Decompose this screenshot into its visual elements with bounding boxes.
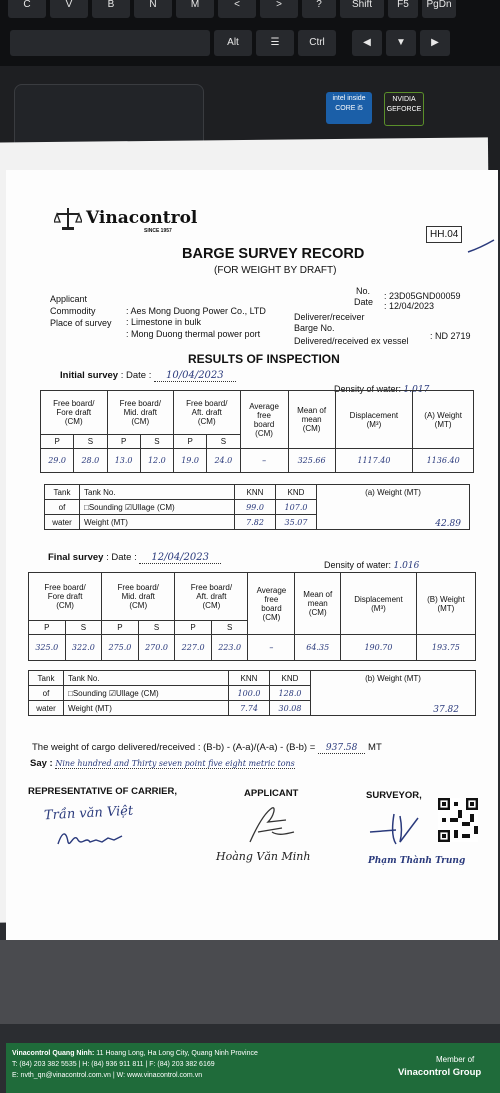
date-label: Date — [354, 297, 374, 307]
background-surface — [0, 940, 500, 1024]
initial-value-cell: 13.0 — [107, 449, 140, 473]
sounding-option: □Sounding — [68, 688, 107, 698]
ps-cell: P — [175, 621, 212, 635]
final-value-cell: 227.0 — [175, 635, 212, 661]
final-weight-2: 30.08 — [270, 701, 311, 716]
place-value: : Mong Duong thermal power port — [126, 329, 261, 339]
tank-of-label: of — [29, 686, 64, 701]
initial-mean-header: Mean of mean (CM) — [288, 391, 335, 449]
footer-address-line — [12, 1050, 258, 1057]
surveyor-name: Phạm Thành Trung — [368, 856, 466, 866]
nvidia-sticker: NVIDIA GEFORCE — [384, 92, 424, 126]
key-shift: Shift — [340, 0, 384, 18]
initial-density-label: Density of water: — [334, 384, 402, 394]
initial-density-value: 1.017 — [403, 385, 430, 395]
ps-cell: P — [102, 621, 139, 635]
footer-office: Vinacontrol Quang Ninh: — [12, 1050, 95, 1057]
cargo-weight-label: The weight of cargo delivered/received : (B-b) - (A-a)/(A-a) - (B-b) = — [32, 742, 316, 753]
initial-value-cell: 19.0 — [174, 449, 207, 473]
final-value-cell: 193.75 — [416, 635, 475, 661]
tank-weight-label: Weight (MT) — [80, 515, 235, 530]
cargo-weight-line — [32, 742, 382, 753]
key-v: V — [50, 0, 88, 18]
final-value-cell: 275.0 — [102, 635, 139, 661]
carrier-signature-scribble — [56, 826, 136, 850]
tick-mark-icon — [466, 238, 496, 258]
barge-label: Barge No. — [294, 323, 335, 333]
key-alt: Alt — [214, 30, 252, 56]
document-subtitle: (FOR WEIGHT BY DRAFT) — [214, 265, 337, 276]
ps-cell: S — [138, 621, 175, 635]
initial-avg-header: Average free board (CM) — [240, 391, 288, 449]
final-ullage-2: 128.0 — [270, 686, 311, 701]
applicant-value: : Aes Mong Duong Power Co., LTD — [126, 306, 266, 316]
barge-value: : ND 2719 — [430, 331, 471, 341]
document-footer — [6, 1043, 500, 1093]
key-f5: F5 — [388, 0, 418, 18]
initial-value-cell: 1117.40 — [335, 449, 413, 473]
initial-value-cell: 28.0 — [74, 449, 107, 473]
surveyor-signature — [366, 808, 426, 848]
tank-col1: KNN — [229, 671, 270, 686]
cargo-weight-value: 937.58 — [318, 743, 366, 754]
deliverer-label: Deliverer/receiver — [294, 312, 365, 322]
initial-weight-header: (A) Weight (MT) — [413, 391, 474, 449]
ps-cell: S — [65, 621, 102, 635]
footer-member-group: Vinacontrol Group — [398, 1067, 482, 1078]
carrier-signature: Trần văn Việt — [43, 803, 134, 824]
ps-cell: S — [211, 621, 248, 635]
initial-draft-table — [40, 390, 474, 473]
initial-value-cell: 24.0 — [207, 449, 240, 473]
document-title: BARGE SURVEY RECORD — [182, 246, 365, 262]
initial-aft-header: Free board/ Aft. draft (CM) — [174, 391, 241, 435]
results-title: RESULTS OF INSPECTION — [188, 352, 340, 366]
final-density — [324, 560, 419, 571]
key-b: B — [92, 0, 130, 18]
final-mean-header: Mean of mean (CM) — [295, 573, 341, 635]
footer-member-label: Member of — [436, 1055, 475, 1064]
final-date-label: : Date : — [106, 552, 137, 563]
no-value: : 23D05GND00059 — [384, 291, 461, 301]
initial-result-cell — [317, 485, 470, 530]
applicant-signature — [242, 802, 302, 846]
key-n: N — [134, 0, 172, 18]
initial-result-value: 42.89 — [435, 519, 461, 529]
cargo-weight-unit: MT — [368, 742, 382, 753]
tank-weight-label: Weight (MT) — [64, 701, 229, 716]
commodity-label: Commodity — [50, 306, 96, 316]
final-result-label: (b) Weight (MT) — [365, 674, 421, 683]
no-label: No. — [356, 286, 371, 296]
tank-col1: KNN — [235, 485, 276, 500]
initial-value-cell: 325.66 — [288, 449, 335, 473]
survey-document — [6, 170, 498, 1079]
final-tank-table — [28, 670, 476, 716]
vinacontrol-logo — [54, 206, 82, 237]
tank-col2: KND — [270, 671, 311, 686]
date-value: : 12/04/2023 — [384, 301, 435, 311]
initial-result-label: (a) Weight (MT) — [365, 488, 421, 497]
applicant-heading: APPLICANT — [244, 788, 299, 799]
initial-disp-header: Displacement (M³) — [335, 391, 413, 449]
key-slash: ? — [302, 0, 336, 18]
tank-water-label: water — [45, 515, 80, 530]
tank-col2: KND — [276, 485, 317, 500]
final-value-cell: 270.0 — [138, 635, 175, 661]
final-disp-header: Displacement (M³) — [341, 573, 417, 635]
ps-cell: S — [140, 435, 173, 449]
key-period: > — [260, 0, 298, 18]
surveyor-heading: SURVEYOR, — [366, 790, 422, 801]
final-value-cell: 223.0 — [211, 635, 248, 661]
final-density-label: Density of water: — [324, 560, 392, 570]
applicant-label: Applicant — [50, 294, 88, 304]
key-m: M — [176, 0, 214, 18]
key-pgdn: PgDn — [422, 0, 456, 18]
initial-fore-header: Free board/ Fore draft (CM) — [41, 391, 108, 435]
applicant-name: Hoàng Văn Minh — [216, 850, 311, 863]
initial-survey-label: Initial survey — [60, 370, 119, 381]
initial-value-cell: – — [240, 449, 288, 473]
tank-no-label: Tank No. — [64, 671, 229, 686]
final-value-cell: 325.0 — [29, 635, 66, 661]
initial-mid-header: Free board/ Mid. draft (CM) — [107, 391, 174, 435]
initial-date-value: 10/04/2023 — [154, 370, 236, 382]
ps-cell: P — [29, 621, 66, 635]
ps-cell: S — [74, 435, 107, 449]
initial-value-cell: 12.0 — [140, 449, 173, 473]
final-density-value: 1.016 — [393, 561, 420, 571]
initial-value-cell: 29.0 — [41, 449, 74, 473]
final-value-cell: – — [248, 635, 295, 661]
carrier-heading: REPRESENTATIVE OF CARRIER, — [28, 786, 178, 797]
final-result-value: 37.82 — [433, 705, 459, 715]
final-weight-1: 7.74 — [229, 701, 270, 716]
final-avg-header: Average free board (CM) — [248, 573, 295, 635]
ps-cell: P — [174, 435, 207, 449]
final-weight-header: (B) Weight (MT) — [416, 573, 475, 635]
final-survey-label: Final survey — [48, 552, 104, 563]
tank-no-label: Tank No. — [80, 485, 235, 500]
final-fore-header: Free board/ Fore draft (CM) — [29, 573, 102, 621]
initial-ullage-2: 107.0 — [276, 500, 317, 515]
cargo-say-label: Say : — [30, 758, 53, 769]
final-survey-line — [48, 552, 221, 563]
intel-sticker: intel inside CORE i5 — [326, 92, 372, 124]
key-down: ▼ — [386, 30, 416, 56]
final-aft-header: Free board/ Aft. draft (CM) — [175, 573, 248, 621]
ullage-option: ☑Ullage (CM) — [108, 688, 159, 698]
key-menu: ☰ — [256, 30, 294, 56]
final-draft-table — [28, 572, 476, 661]
key-c: C — [8, 0, 46, 18]
key-ctrl: Ctrl — [298, 30, 336, 56]
commodity-value: : Limestone in bulk — [126, 317, 202, 327]
tank-water-label: water — [29, 701, 64, 716]
company-name: Vinacontrol — [86, 208, 198, 228]
ps-cell: S — [207, 435, 240, 449]
final-value-cell: 322.0 — [65, 635, 102, 661]
initial-survey-line — [60, 370, 236, 381]
final-value-cell: 64.35 — [295, 635, 341, 661]
company-since: SINCE 1957 — [144, 228, 172, 234]
key-right: ▶ — [420, 30, 450, 56]
final-date-value: 12/04/2023 — [139, 552, 221, 564]
tank-label: Tank — [45, 485, 80, 500]
scales-logo-icon — [54, 206, 82, 232]
initial-weight-2: 35.07 — [276, 515, 317, 530]
footer-address: 11 Hoang Long, Ha Long City, Quang Ninh Province — [94, 1050, 258, 1057]
place-label: Place of survey — [50, 318, 112, 328]
initial-weight-1: 7.82 — [235, 515, 276, 530]
initial-value-cell: 1136.40 — [413, 449, 474, 473]
key-left: ◀ — [352, 30, 382, 56]
form-code-box: HH.04 — [426, 226, 462, 243]
delivered-label: Delivered/received ex vessel — [294, 336, 409, 346]
cargo-say-line — [30, 758, 295, 769]
initial-date-label: : Date : — [120, 370, 152, 381]
footer-email: E: nvth_qn@vinacontrol.com.vn | W: www.vinacontrol.com.vn — [12, 1072, 203, 1079]
key-comma: < — [218, 0, 256, 18]
final-result-cell — [311, 671, 476, 716]
key-space — [10, 30, 210, 56]
final-value-cell: 190.70 — [341, 635, 417, 661]
qr-code-icon — [438, 798, 478, 842]
tank-of-label: of — [45, 500, 80, 515]
footer-phones: T: (84) 203 382 5535 | H: (84) 936 911 811 | F: (84) 203 382 6169 — [12, 1061, 215, 1068]
final-mid-header: Free board/ Mid. draft (CM) — [102, 573, 175, 621]
ullage-option: ☑Ullage (CM) — [124, 502, 175, 512]
initial-tank-table — [44, 484, 470, 530]
tank-mode-cell — [80, 500, 235, 515]
keyboard — [0, 0, 500, 66]
cargo-say-value: Nine hundred and Thirty seven point five eight metric tons — [55, 759, 295, 768]
final-ullage-1: 100.0 — [229, 686, 270, 701]
sounding-option: □Sounding — [84, 502, 123, 512]
tank-mode-cell — [64, 686, 229, 701]
ps-cell: P — [41, 435, 74, 449]
tank-label: Tank — [29, 671, 64, 686]
initial-ullage-1: 99.0 — [235, 500, 276, 515]
ps-cell: P — [107, 435, 140, 449]
